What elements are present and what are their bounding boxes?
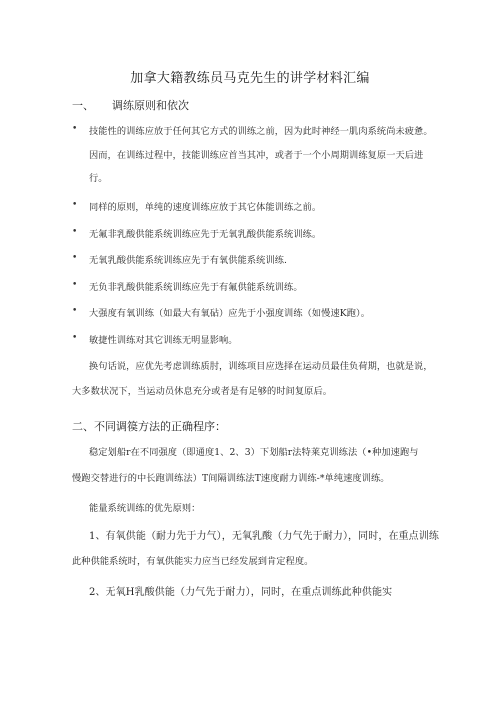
bullet-dot: • — [72, 280, 78, 290]
bullet-2-text: 同样的原则，单纯的速度训练应放于其它体能训练之前。 — [89, 202, 322, 213]
section-2-heading: 二、不同调篌方法的正确程序： — [72, 420, 226, 433]
bullet-dot: • — [72, 200, 78, 210]
bullet-1-line-3: 行。 — [89, 173, 108, 184]
section-1-title: 调练原则和依次 — [112, 99, 189, 112]
bullet-7-text: 敏捷性训练对其它训练无明显影响。 — [89, 335, 238, 346]
bullet-5-text: 无负非乳酸供能系统训练应先于有氟供能系统训练。 — [89, 282, 303, 293]
section-1-number: 一、 — [72, 99, 94, 112]
bullet-4-text: 无氧乳酸供能系统训练应先于有氧供能系统训练. — [89, 255, 288, 266]
bullet-3-text: 无氟非乳酸供能系统训练应先于无氧乳酸供能系统训练。 — [89, 229, 322, 240]
section-2-paragraph-1-line-1: 稳定划船r在不同强度（即通度1、2、3）下划船r法特莱克训练法（•种加速跑与 — [89, 447, 419, 458]
section-1-paragraph-line-1: 换句话说，应优先考虑训练质肘，训练项目应选择在运动员最佳负荷期，也就是说， — [89, 361, 433, 372]
bullet-dot: • — [72, 227, 78, 237]
bullet-dot: • — [72, 333, 78, 343]
bullet-dot: • — [72, 253, 78, 263]
section-2-paragraph-2: 能量系统训练的优先原则： — [89, 503, 201, 514]
bullet-1-line-1: 技能性的训练应放于任何其它方式的训练之前，因为此时神经一肌肉系统尚未疲惫。 — [89, 126, 433, 137]
section-2-paragraph-3-line-1: 1、有氧供能（耐力先于力气），无氧乳酸（力气先于耐力），同时，在重点训练 — [89, 531, 439, 542]
bullet-1-line-2: 因而，在训练过程中，技能训练应首当其冲，或者于一个小周期训练复原一天后进 — [89, 150, 424, 161]
bullet-6-text: 大强度有氧训练（如最大有氧砧）应先于小强度训练（如慢速K跑）。 — [89, 308, 370, 319]
document-title: 加拿大籍教练员马克先生的讲学材料汇编 — [130, 71, 370, 86]
section-2-paragraph-3-line-2: 此种供能系统时，有氧供能实力应当已经发展到肯定程度。 — [72, 556, 314, 567]
bullet-dot: • — [72, 124, 78, 134]
section-1-heading — [72, 97, 189, 113]
section-2-paragraph-4: 2、无氧H乳酸供能（力气先于耐力），同时，在重点训练此种供能实 — [89, 587, 393, 598]
bullet-dot: • — [72, 306, 78, 316]
section-2-paragraph-1-line-2: 慢跑交替进行的中长跑训练法）T间隔训练法T速度耐力训练-*单纯速度训练。 — [72, 473, 390, 484]
section-1-paragraph-line-2: 大多数状况下，当运动员休息充分或者是有足够的时间复原后。 — [72, 386, 333, 397]
